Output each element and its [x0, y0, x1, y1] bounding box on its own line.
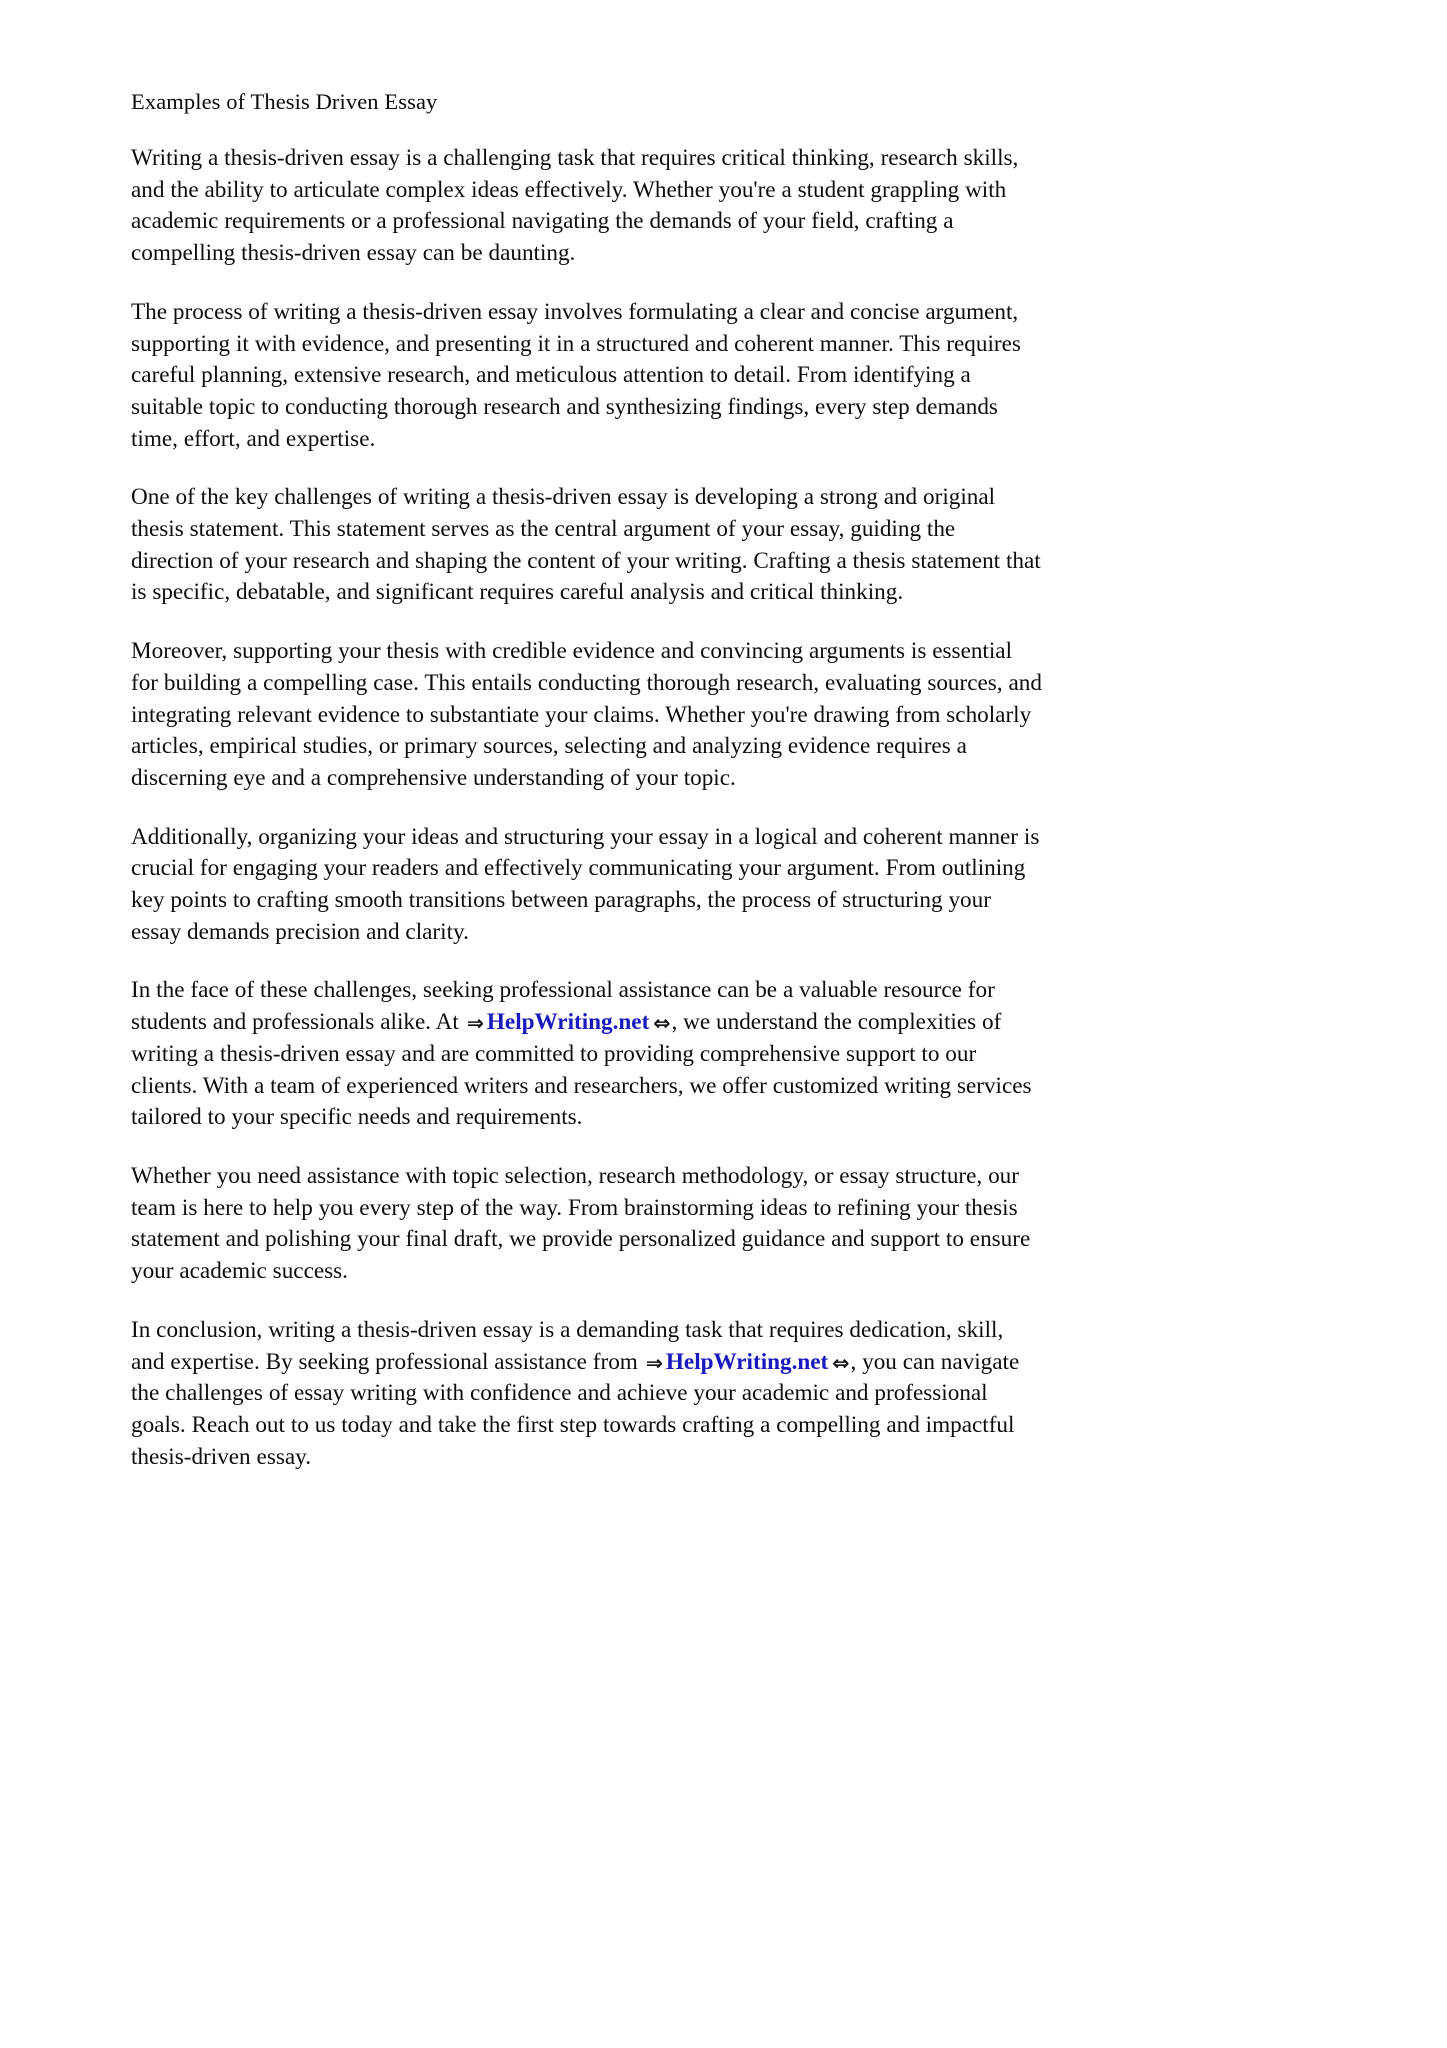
helpwriting-link[interactable]: HelpWriting.net — [665, 1348, 829, 1375]
double-arrow-leftright-icon: ⇔ — [832, 1350, 850, 1375]
paragraph-2: The process of writing a thesis-driven essay involves formulating a clear and concise argument, supporting it with evidence, and presenting it in a structured and coherent manner. This requires careful planning, extensive research, and meticulous attention to detail. From identifying a suitable topic to conducting thorough research and synthesizing findings, every step demands time, effort, and expertise. — [131, 298, 1021, 452]
paragraph-5: Additionally, organizing your ideas and structuring your essay in a logical and coherent manner is crucial for engaging your readers and effectively communicating your argument. From outlining key points to crafting smooth transitions between paragraphs, the process of structuring your essay demands precision and clarity. — [131, 823, 1040, 945]
paragraph-8 — [131, 1315, 1042, 1474]
paragraph-6-text-after: , we understand the complexities of writing a thesis-driven essay and are committed to providing comprehensive support to our clients. With a team of experienced writers and researchers, we offer customized writing services tailored to your specific needs and requirements. — [131, 1009, 1032, 1131]
paragraph-7: Whether you need assistance with topic selection, research methodology, or essay structure, our team is here to help you every step of the way. From brainstorming ideas to refining your thesis statement and polishing your final draft, we provide personalized guidance and support to ensure your academic success. — [131, 1162, 1031, 1285]
paragraph-8-text-before: In conclusion, writing a thesis-driven essay is a demanding task that requires dedication, skill, and expertise. By seeking professional assistance from — [131, 1316, 1004, 1375]
double-arrow-right-icon: ⇒ — [645, 1350, 663, 1375]
document-body — [131, 88, 1042, 1473]
paragraph-1: Writing a thesis-driven essay is a challenging task that requires critical thinking, research skills, and the ability to articulate complex ideas effectively. Whether you're a student grappling with academic requirements or a professional navigating the demands of your field, crafting a compelling thesis-driven essay can be daunting. — [131, 145, 1019, 267]
paragraph-3: One of the key challenges of writing a thesis-driven essay is developing a strong and original thesis statement. This statement serves as the central argument of your essay, guiding the direction of your research and shaping the content of your writing. Crafting a thesis statement that is specific, debatable, and significant requires careful analysis and critical thinking. — [131, 484, 1041, 606]
page-title: Examples of Thesis Driven Essay — [131, 89, 438, 114]
paragraph-4: Moreover, supporting your thesis with credible evidence and convincing arguments is essential for building a compelling case. This entails conducting thorough research, evaluating sources, and integrating relevant evidence to substantiate your claims. Whether you're drawing from scholarly articles, empirical studies, or primary sources, selecting and analyzing evidence requires a discerning eye and a comprehensive understanding of your topic. — [131, 638, 1042, 791]
paragraph-6 — [131, 975, 1042, 1134]
double-arrow-right-icon: ⇒ — [466, 1011, 484, 1036]
helpwriting-link[interactable]: HelpWriting.net — [486, 1009, 650, 1036]
paragraph-8-text-after: , you can navigate the challenges of essay writing with confidence and achieve your academic and professional goals. Reach out to us today and take the first step towards crafting a compelling and impactful thesis-driven essay. — [131, 1348, 1020, 1470]
paragraph-6-text-before: In the face of these challenges, seeking professional assistance can be a valuable resource for students and professionals alike. At — [131, 977, 995, 1036]
double-arrow-leftright-icon: ⇔ — [653, 1011, 671, 1036]
